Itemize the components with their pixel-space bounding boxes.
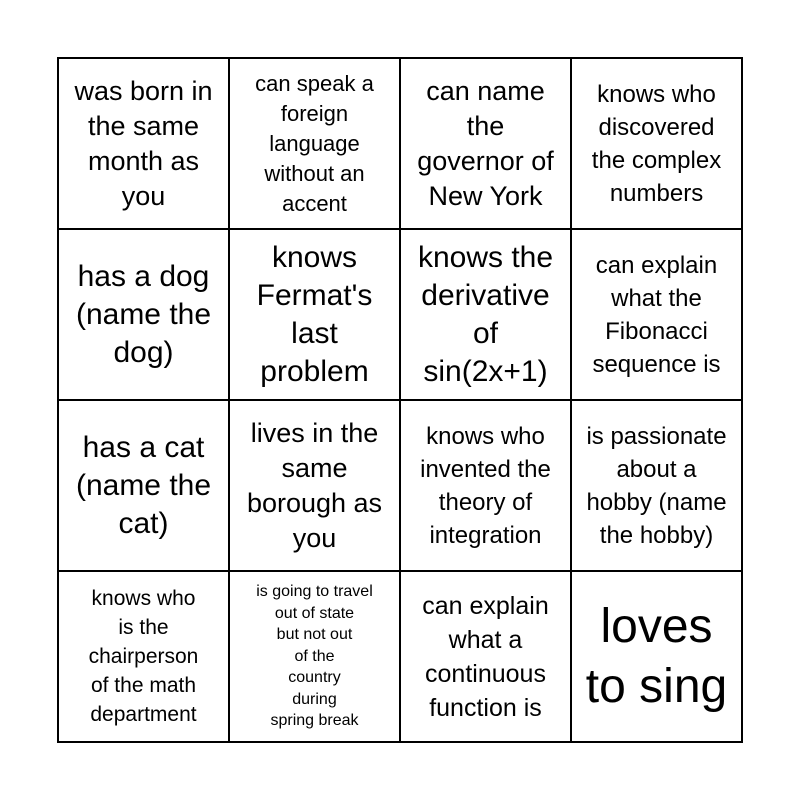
cell-text: knows who discovered the complex numbers (591, 80, 722, 207)
bingo-cell-r2-c3[interactable] (401, 230, 572, 401)
bingo-cell-r3-c3[interactable] (401, 401, 572, 572)
bingo-cell-r4-c1[interactable] (59, 572, 230, 743)
bingo-cell-r2-c4[interactable] (572, 230, 743, 401)
cell-text: knows the derivative of sin(2x+1) (417, 240, 554, 388)
cell-text: knows Fermat's last problem (256, 240, 373, 388)
cell-text: has a dog (name the dog) (75, 259, 212, 369)
cell-text: is going to travel out of state but not out of the country during spring break (256, 583, 373, 730)
bingo-cell-r3-c2[interactable] (230, 401, 401, 572)
cell-text: was born in the same month as you (74, 75, 213, 211)
cell-text: knows who is the chairperson of the math department (88, 587, 199, 726)
cell-text: has a cat (name the cat) (75, 430, 212, 540)
cell-text: is passionate about a hobby (name the hobby) (586, 422, 727, 549)
cell-text: can speak a foreign language without an accent (255, 70, 374, 216)
cell-text: can name the governor of New York (417, 75, 554, 211)
bingo-cell-r4-c3[interactable] (401, 572, 572, 743)
bingo-cell-r3-c4[interactable] (572, 401, 743, 572)
bingo-cell-r1-c1[interactable] (59, 59, 230, 230)
bingo-cell-r2-c1[interactable] (59, 230, 230, 401)
cell-text: can explain what a continuous function is (422, 591, 549, 722)
bingo-cell-r1-c2[interactable] (230, 59, 401, 230)
bingo-cell-r3-c1[interactable] (59, 401, 230, 572)
cell-text: can explain what the Fibonacci sequence is (592, 251, 721, 378)
cell-text: knows who invented the theory of integration (420, 422, 551, 549)
bingo-cell-r1-c3[interactable] (401, 59, 572, 230)
cell-text: loves to sing (585, 599, 728, 713)
bingo-cell-r4-c4[interactable] (572, 572, 743, 743)
bingo-cell-r4-c2[interactable] (230, 572, 401, 743)
cell-text: lives in the same borough as you (246, 417, 383, 553)
bingo-cell-r1-c4[interactable] (572, 59, 743, 230)
bingo-cell-r2-c2[interactable] (230, 230, 401, 401)
bingo-board (57, 57, 743, 743)
